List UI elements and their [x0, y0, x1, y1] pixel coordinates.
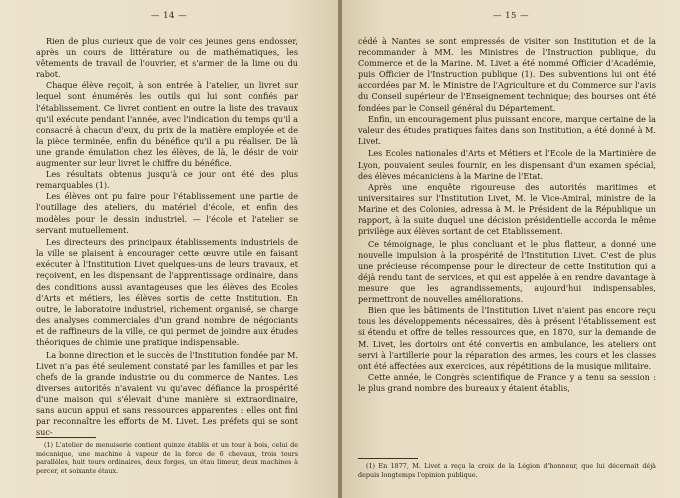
paragraph: Enfin, un encouragement plus puissant encore, marque certaine de la valeur des études pratiques faites dans son Institution, a été donné à M. Livet. — [358, 113, 656, 146]
paragraph: Les résultats obtenus jusqu'à ce jour ont été des plus remarquables (1). — [36, 169, 298, 191]
page-number: — 15 — — [492, 11, 530, 21]
page-number: — 14 — — [150, 11, 188, 21]
paragraph: Les Ecoles nationales d'Arts et Métiers et l'Ecole de la Martinière de Lyon, pouvaient seules fournir, en les dispensant d'un examen spécial, des élèves mécaniciens à la Marine de l'Etat. — [358, 148, 656, 181]
footnote-text: (1) L'atelier de menuiserie contient quinze établis et un tour à bois, celui de mécanique, une machine à vapeur de la force de 6 chevaux, trois tours parallèles, huit tours ordinaires, deux forges, un étau limeur, deux machines à percer, et soixante étaux. — [36, 441, 298, 475]
paragraph: La bonne direction et le succès de l'Institution fondée par M. Livet n'a pas été seulement constaté par les familles et par les chefs de la grande industrie ou du commerce de Nantes. Les diverses autorités n'avaient vu qu'avec défiance la prospérité d'une maison qui s'élevait d'une manière si extraordinaire, sans aucun appui et sans ressources apparentes : elles ont fini par reconnaître les efforts de M. Livet. Les préfets qui se sont suc- — [36, 349, 298, 438]
footnote-rule — [358, 458, 418, 459]
footnote — [358, 462, 656, 479]
footnote-text: (1) En 1877, M. Livet a reçu la croix de la Légion d'honneur, que lui décernait déjà depuis longtemps l'opinion publique. — [358, 462, 656, 479]
paragraph: Après une enquête rigoureuse des autorités maritimes et universitaires sur l'Institution Livet, M. le Vice-Amiral, ministre de la Marine et des Colonies, adressa à M. le Président de la République un rapport, à la suite duquel une décision présidentielle accorda le même privilège aux élèves sortant de cet Etablissement. — [358, 181, 656, 237]
paragraph: Cette année, le Congrès scientifique de France y a tenu sa session : le plus grand nombre des bureaux y étaient établis, — [358, 371, 656, 393]
paragraph: Bien que les bâtiments de l'Institution Livet n'aient pas encore reçu tous les développements nécessaires, dès à présent l'établissement est si étendu et offre de telles ressources que, en 1870, sur la demande de M. Livet, les dortoirs ont été convertis en ambulance, les ateliers ont servi à l'artillerie pour la réparation des armes, les cours et les classes ont été affectées aux exercices, aux répétitions de la musique militaire. — [358, 305, 656, 371]
right-page — [342, 0, 680, 498]
paragraph: Les directeurs des principaux établissements industriels de la ville se plaisent à encourager cette œuvre utile en faisant exécuter à l'Institution Livet quelques-uns de leurs travaux, et reçoivent, en les dispensant de l'apprentissage ordinaire, dans des conditions aussi avantageuses que les élèves des Ecoles d'Arts et métiers, les élèves sortis de cette Institution. En outre, le laboratoire industriel, richement organisé, se charge des analyses commerciales d'un grand nombre de négociants et de raffineurs de la ville, ce qui permet de joindre aux études théoriques de chimie une pratique indispensable. — [36, 237, 298, 348]
footnote-rule — [36, 437, 96, 438]
page-body — [358, 36, 656, 394]
paragraph: Les élèves ont pu faire pour l'établissement une partie de l'outillage des ateliers, du matériel d'école, et enfin des modèles pour le dessin industriel. — l'école et l'atelier se servant mutuellement. — [36, 191, 298, 235]
paragraph: Ce témoignage, le plus concluant et le plus flatteur, a donné une nouvelle impulsion à la prospérité de l'Institution Livet. C'est de plus une précieuse récompense pour le directeur de cette Institution qui a déjà rendu tant de services, et qui est appelée à en rendre davantage à mesure que les agrandissements, aujourd'hui indispensables, permettront de nouvelles améliorations. — [358, 238, 656, 305]
footnote — [36, 441, 298, 475]
paragraph: Rien de plus curieux que de voir ces jeunes gens endosser, après un cours de littérature ou de mathématiques, les vêtements de travail de l'ouvrier, et s'armer de la lime ou du rabot. — [36, 36, 298, 80]
paragraph: cédé à Nantes se sont empressés de visiter son Institution et de la recommander à MM. les Ministres de l'Instruction publique, du Commerce et de la Marine. M. Livet a été nommé Officier d'Académie, puis Officier de l'Instruction publique (1). Des subventions lui ont été accordées par M. le Ministre de l'Agriculture et du Commerce sur l'avis du Conseil supérieur de l'Enseignement technique; des bourses ont été fondées par le Conseil général du Département. — [358, 36, 656, 113]
left-page — [0, 0, 338, 498]
page-body — [36, 36, 298, 438]
paragraph: Chaque élève reçoit, à son entrée à l'atelier, un livret sur lequel sont énumérés les outils qui lui sont confiés par l'établissement. Ce livret contient en outre la liste des travaux qu'il exécute pendant l'année, avec l'indication du temps qu'il a consacré à chacun d'eux, du prix de la matière employée et de la pièce terminée, enfin du bénéfice qu'il a pu réaliser. De là une grande émulation chez les élèves, de là, le désir de voir augmenter sur leur livret le chiffre du bénéfice. — [36, 80, 298, 169]
